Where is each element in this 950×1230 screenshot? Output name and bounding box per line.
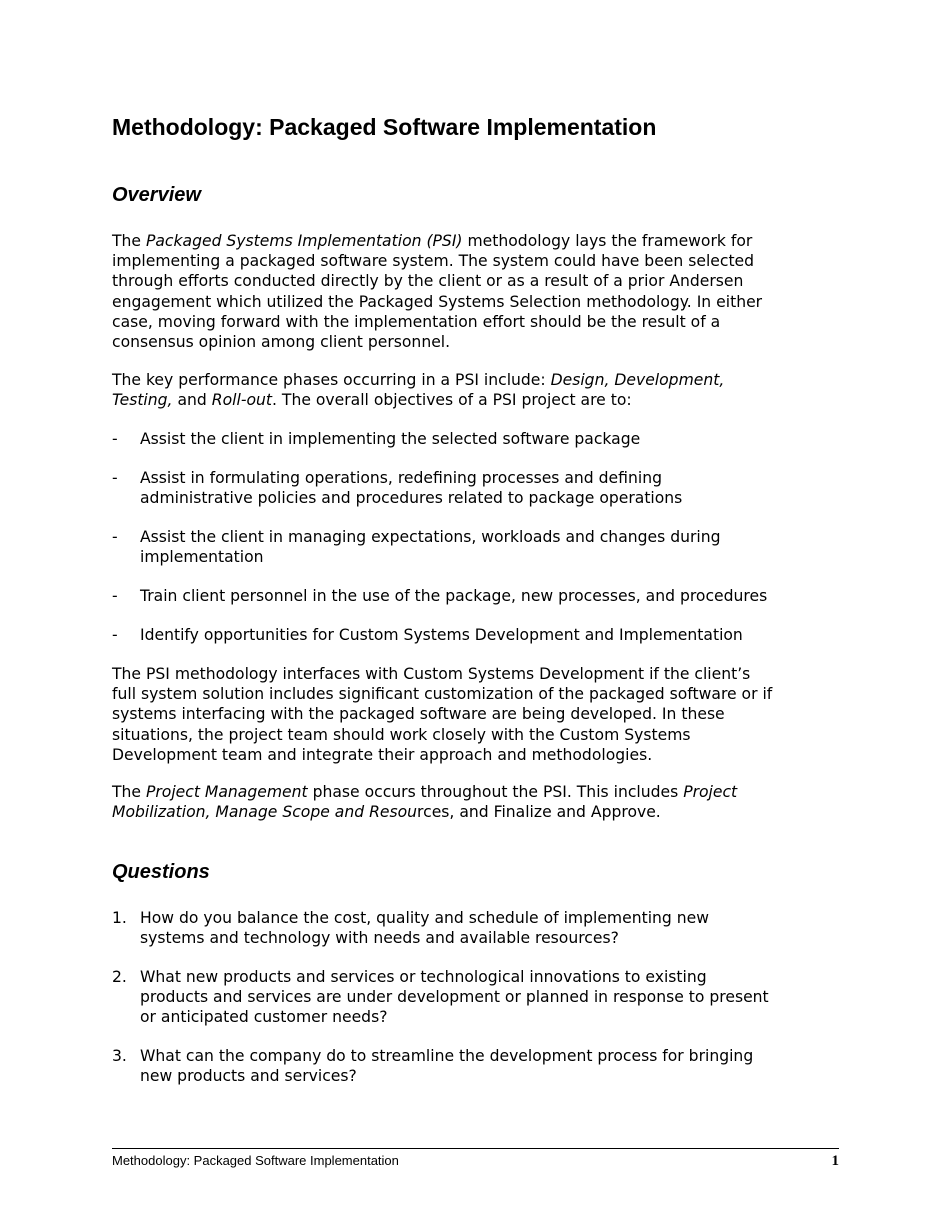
footer-title: Methodology: Packaged Software Implementation xyxy=(112,1153,399,1168)
question-number: 3. xyxy=(112,1047,127,1065)
bullet-marker: - xyxy=(112,430,118,448)
page-title: Methodology: Packaged Software Implementation xyxy=(112,114,657,140)
question-text: What new products and services or technological innovations to existing products and services are under development or planned in response to present or anticipated customer needs? xyxy=(140,968,769,1027)
objective-text: Identify opportunities for Custom Systems Development and Implementation xyxy=(140,626,743,644)
bullet-marker: - xyxy=(112,528,118,546)
question-text: What can the company do to streamline the development process for bringing new products and services? xyxy=(140,1047,754,1086)
questions-heading: Questions xyxy=(112,861,210,883)
objective-text: Assist in formulating operations, redefining processes and defining administrative policies and procedures related to package operations xyxy=(140,469,683,508)
bullet-marker: - xyxy=(112,626,118,644)
question-text: How do you balance the cost, quality and schedule of implementing new systems and technology with needs and available resources? xyxy=(140,909,709,948)
bullet-marker: - xyxy=(112,587,118,605)
overview-heading: Overview xyxy=(112,184,201,206)
objective-text: Assist the client in implementing the selected software package xyxy=(140,430,641,448)
overview-paragraph-1: The Packaged Systems Implementation (PSI) methodology lays the framework for implementing a packaged software system. The system could have been selected through efforts conducted directly by the client or as a result of a prior Andersen engagement which utilized the Packaged Systems Selection methodology. In either case, moving forward with the implementation effort should be the result of a consensus opinion among client personnel. xyxy=(112,232,763,352)
overview-paragraph-3: The PSI methodology interfaces with Custom Systems Development if the client’s full system solution includes significant customization of the packaged software or if systems interfacing with the packaged software are being developed. In these situations, the project team should work closely with the Custom Systems Development team and integrate their approach and methodologies. xyxy=(112,665,773,764)
bullet-marker: - xyxy=(112,469,118,487)
overview-paragraph-2: The key performance phases occurring in a PSI include: Design, Development, Testing, and Roll-out. The overall objectives of a PSI project are to: xyxy=(112,371,725,410)
question-number: 1. xyxy=(112,909,127,927)
overview-paragraph-4: The Project Management phase occurs throughout the PSI. This includes Project Mobilization, Manage Scope and Resources, and Finalize and Approve. xyxy=(112,783,738,822)
footer-divider xyxy=(112,1148,839,1149)
objective-text: Assist the client in managing expectations, workloads and changes during implementation xyxy=(140,528,721,567)
document-page xyxy=(112,0,839,1230)
objective-text: Train client personnel in the use of the package, new processes, and procedures xyxy=(140,587,768,605)
page-number: 1 xyxy=(831,1153,839,1169)
question-number: 2. xyxy=(112,968,127,986)
